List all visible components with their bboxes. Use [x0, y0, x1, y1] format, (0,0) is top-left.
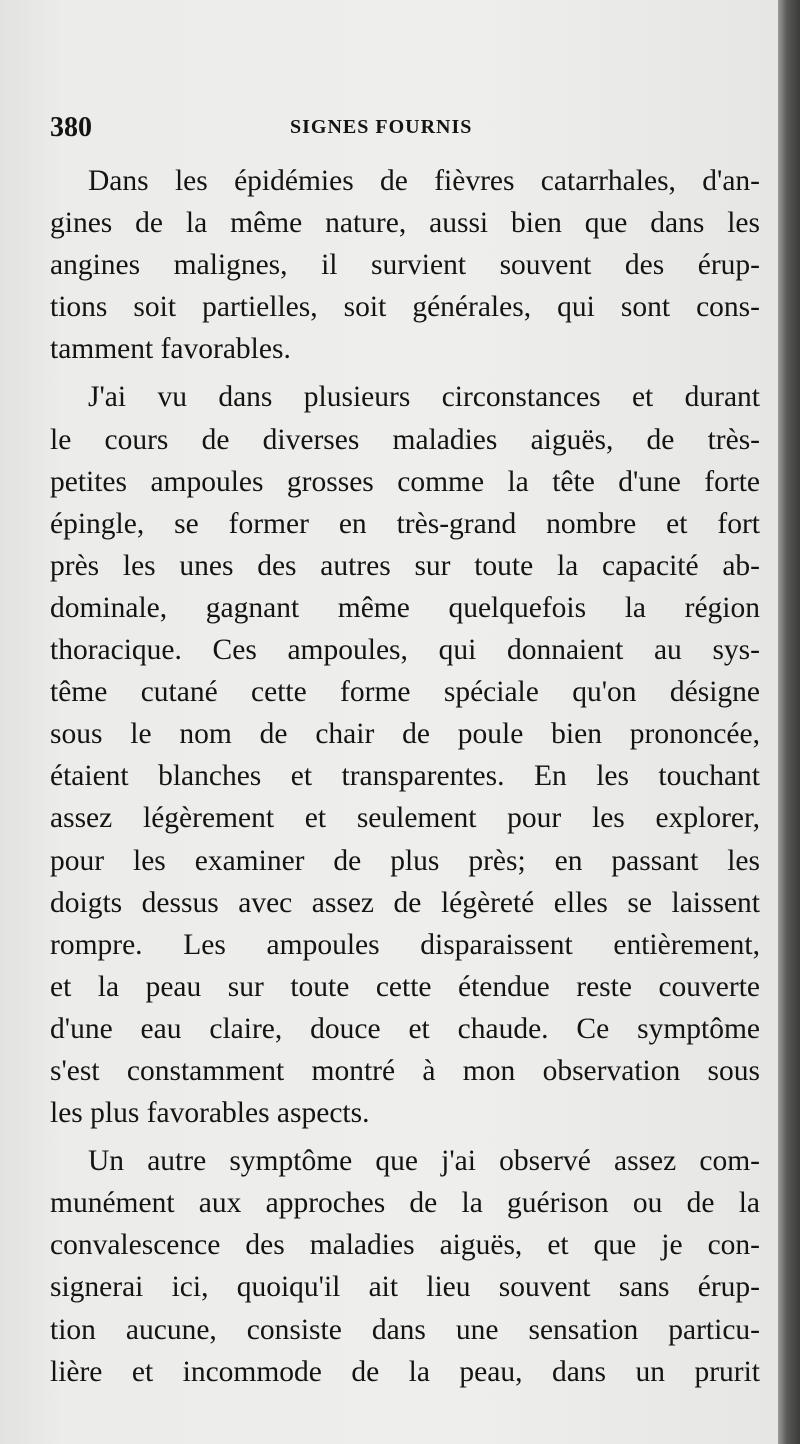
text-line: angines malignes, il survient souvent des érup- — [50, 249, 760, 282]
text-line: d'une eau claire, douce et chaude. Ce symptôme — [50, 1012, 760, 1045]
text-line: munément aux approches de la guérison ou de la — [50, 1187, 760, 1220]
paragraph-1 — [50, 160, 760, 370]
text-line: le cours de diverses maladies aiguës, de très- — [50, 423, 760, 456]
text-line: les plus favorables aspects. — [50, 1097, 370, 1130]
text-line: dominale, gagnant même quelquefois la région — [50, 591, 760, 624]
text-line: lière et incommode de la peau, dans un prurit — [50, 1355, 760, 1388]
text-line: tême cutané cette forme spéciale qu'on désigne — [50, 676, 760, 709]
text-line: près les unes des autres sur toute la capacité ab- — [50, 549, 760, 582]
paragraph-2 — [50, 376, 760, 1134]
text-line: étaient blanches et transparentes. En les touchant — [50, 760, 760, 793]
running-head-title: SIGNES FOURNIS — [290, 116, 473, 138]
text-line: rompre. Les ampoules disparaissent entièrement, — [50, 928, 760, 961]
text-body — [50, 160, 760, 1393]
text-line: assez légèrement et seulement pour les explorer, — [50, 802, 760, 835]
text-line: signerai ici, quoiqu'il ait lieu souvent sans érup- — [50, 1271, 760, 1304]
paragraph-3 — [50, 1140, 760, 1393]
text-line: thoracique. Ces ampoules, qui donnaient au sys- — [50, 634, 760, 667]
text-line: épingle, se former en très-grand nombre et fort — [50, 507, 760, 540]
text-line: petites ampoules grosses comme la tête d'une forte — [50, 465, 760, 498]
running-head — [50, 112, 770, 152]
text-line: s'est constamment montré à mon observation sous — [50, 1054, 760, 1087]
page-number: 380 — [50, 112, 92, 143]
book-gutter-shadow — [778, 0, 800, 1444]
text-line: et la peau sur toute cette étendue reste couverte — [50, 970, 760, 1003]
text-line: pour les examiner de plus près; en passant les — [50, 844, 760, 877]
text-line: Un autre symptôme que j'ai observé assez com- — [88, 1145, 760, 1178]
text-line: tions soit partielles, soit générales, qui sont cons- — [50, 291, 760, 324]
text-line: tion aucune, consiste dans une sensation particu- — [50, 1313, 760, 1346]
text-line: convalescence des maladies aiguës, et que je con- — [50, 1229, 760, 1262]
text-line: J'ai vu dans plusieurs circonstances et durant — [88, 381, 760, 414]
text-line: tamment favorables. — [50, 333, 291, 366]
text-line: sous le nom de chair de poule bien prononcée, — [50, 718, 760, 751]
text-line: Dans les épidémies de fièvres catarrhales, d'an- — [88, 165, 760, 197]
text-line: doigts dessus avec assez de légèreté elles se laissent — [50, 886, 760, 919]
text-line: gines de la même nature, aussi bien que dans les — [50, 207, 760, 240]
